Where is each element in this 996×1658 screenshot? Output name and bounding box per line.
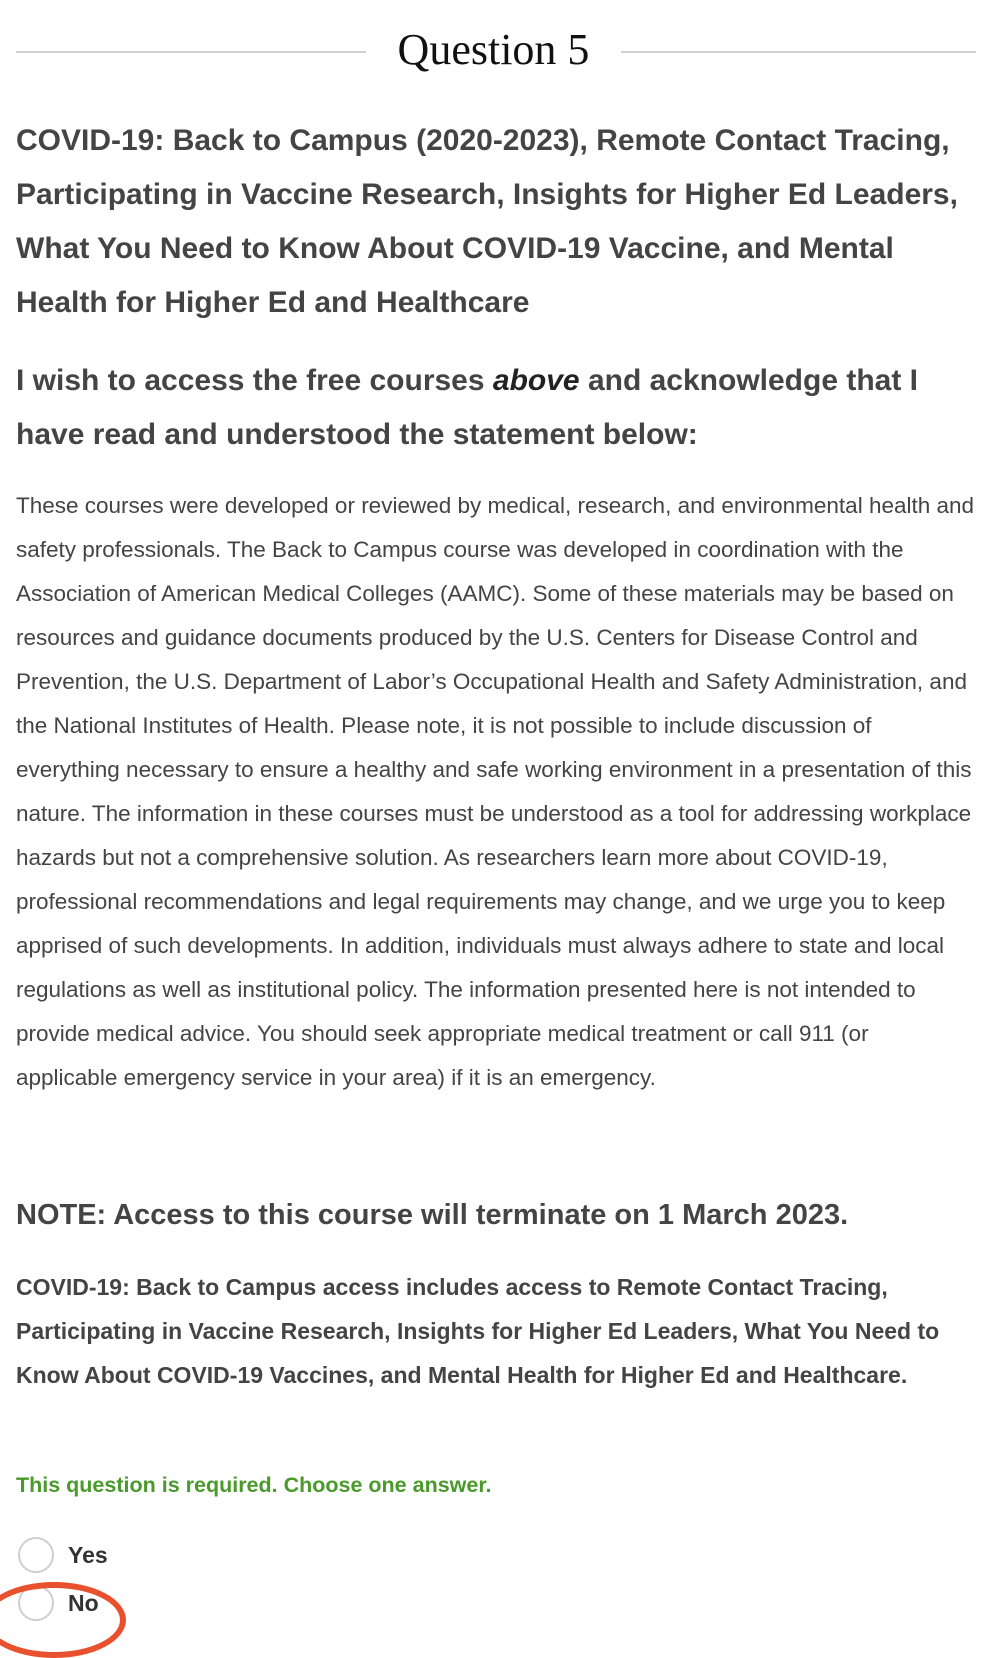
yes-option-label[interactable]: Yes [68, 1542, 108, 1568]
access-includes-text: COVID-19: Back to Campus access includes access to Remote Contact Tracing, Participating in Vaccine Research, Insights for Higher Ed Leaders, What You Need to Know About COVID-19 Vaccines, and Mental Health for Higher Ed and Healthcare. [16, 1274, 940, 1388]
question-title: Question 5 [397, 25, 590, 74]
required-message: This question is required. Choose one answer. [16, 1473, 492, 1497]
question-header [16, 18, 976, 82]
answer-options [16, 1535, 316, 1645]
acknowledgement-heading-end: and acknowledge that I have read and understood the statement below: [16, 364, 919, 451]
no-option-label[interactable]: No [68, 1590, 99, 1616]
acknowledgement-heading-emphasis: above [492, 364, 580, 397]
disclaimer-statement: These courses were developed or reviewed by medical, research, and environmental health and safety professionals. The Back to Campus course was developed in coordination with the Association of American Medical Colleges (AAMC). Some of these materials may be based on resources and guidance documents produced by the U.S. Centers for Disease Control and Prevention, the U.S. Department of Labor’s Occupational Health and Safety Administration, and the National Institutes of Health. Please note, it is not possible to include discussion of everything necessary to ensure a healthy and safe working environment in a presentation of this nature. The information in these courses must be understood as a tool for addressing workplace hazards but not a comprehensive solution. As researchers learn more about COVID-19, professional recommendations and legal requirements may change, and we urge you to keep apprised of such developments. In addition, individuals must always adhere to state and local regulations as well as institutional policy. The information presented here is not intended to provide medical advice. You should seek appropriate medical treatment or call 911 (or applicable emergency service in your area) if it is an emergency. [16, 493, 975, 1090]
no-radio-button[interactable] [18, 1585, 54, 1621]
yes-radio-button[interactable] [18, 1537, 54, 1573]
question-page [16, 0, 976, 1648]
acknowledgement-heading [16, 354, 976, 462]
course-title: COVID-19: Back to Campus (2020-2023), Remote Contact Tracing, Participating in Vaccine Research, Insights for Higher Ed Leaders, What You Need to Know About COVID-19 Vaccine, and Mental Health for Higher Ed and Healthcare [16, 124, 958, 319]
termination-note: NOTE: Access to this course will terminate on 1 March 2023. [16, 1199, 849, 1231]
answer-option-yes[interactable] [18, 1535, 218, 1579]
answer-option-no[interactable] [18, 1583, 218, 1627]
header-divider-right [621, 51, 976, 53]
acknowledgement-heading-start: I wish to access the free courses [16, 364, 493, 397]
header-divider-left [16, 51, 366, 53]
